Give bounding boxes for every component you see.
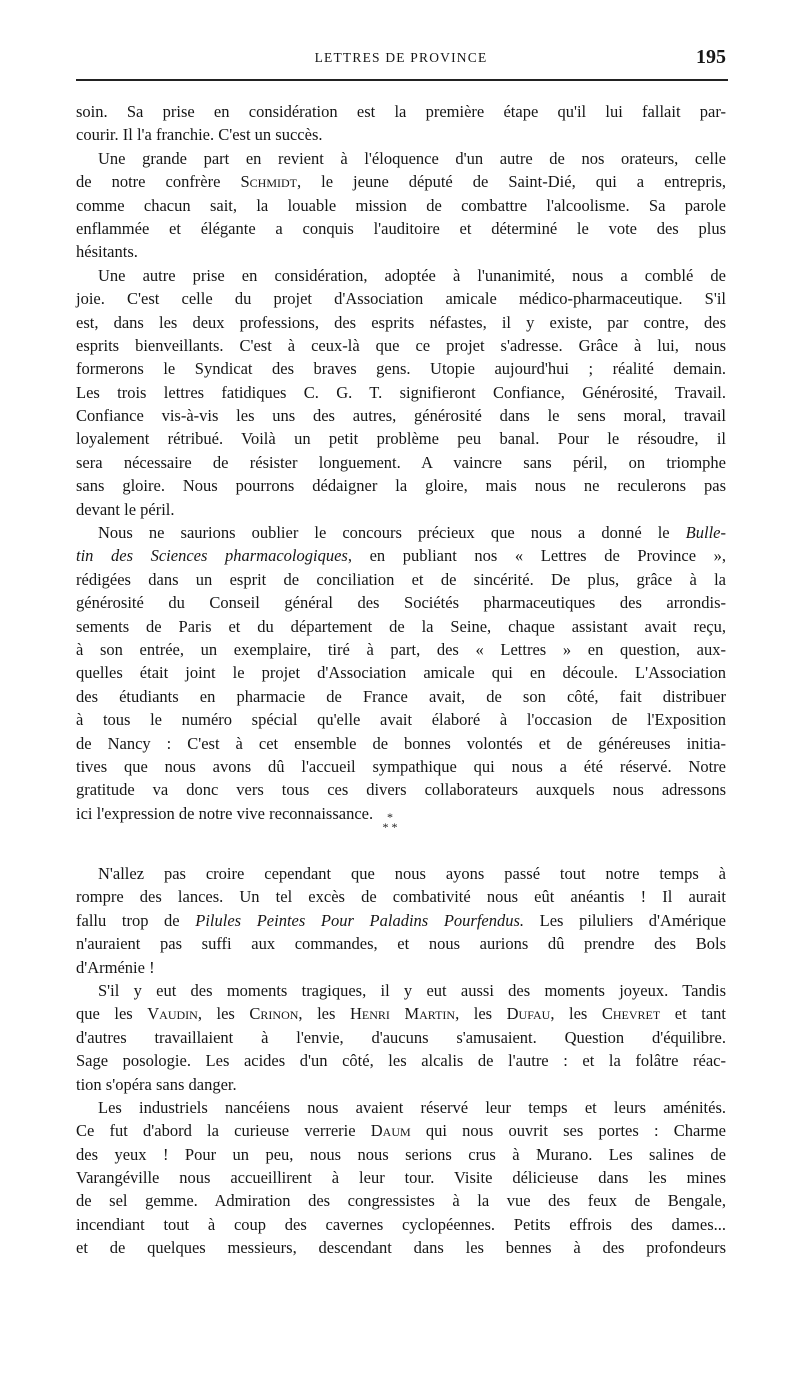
text-line	[76, 1119, 726, 1142]
text-line: d'autres travaillaient à l'envie, d'aucuns s'amusaient. Question d'équilibre.	[76, 1027, 726, 1047]
text-line: de sel gemme. Admiration des congressistes à la vue des feux de Bengale,	[76, 1191, 726, 1211]
person-name: Daum	[370, 1121, 411, 1141]
text-line: Les trois lettres fatidiques C. G. T. signifieront Confiance, Générosité, Travail.	[76, 382, 726, 402]
text-line: sements de Paris et du département de la Seine, chaque assistant avait reçu,	[76, 616, 726, 636]
text-run: , les	[455, 1004, 507, 1024]
text-line: rédigées dans un esprit de conciliation et de sincérité. De plus, grâce à la	[76, 569, 726, 589]
text-line: Sage posologie. Les acides d'un côté, les alcalis de l'autre : et la folâtre réac-	[76, 1051, 726, 1071]
text-line: Une grande part en revient à l'éloquence d'un autre de nos orateurs, celle	[98, 148, 726, 168]
text-line: devant le péril.	[76, 499, 175, 519]
text-line: incendiant tout à coup des cavernes cyclopéennes. Petits effrois des dames...	[76, 1214, 726, 1234]
person-name: Henri Martin	[349, 1004, 456, 1024]
text-line: est, dans les deux professions, des esprits néfastes, il y existe, par contre, des	[76, 312, 726, 332]
text-run: , les	[550, 1004, 602, 1024]
text-run: de notre confrère	[76, 172, 241, 192]
text-run: et tant	[660, 1004, 726, 1024]
text-line	[76, 170, 726, 193]
text-line: formerons le Syndicat des braves gens. Utopie aujourd'hui ; réalité demain.	[76, 359, 726, 379]
text-line: de Nancy : C'est à cet ensemble de bonnes volontés et de généreuses initia-	[76, 733, 726, 753]
text-line: ici l'expression de notre vive reconnaissance.	[76, 803, 374, 823]
running-title: LETTRES DE PROVINCE	[314, 50, 488, 65]
text-line: loyalement rétribué. Voilà un petit problème peu banal. Pour le résoudre, il	[76, 429, 726, 449]
text-run: , le jeune député de Saint-Dié, qui a entrepris,	[296, 172, 726, 192]
text-line: hésitants.	[76, 242, 138, 262]
text-line: N'allez pas croire cependant que nous ayons passé tout notre temps à	[98, 864, 726, 883]
asterism-bottom: * *	[382, 820, 398, 834]
text-line: des étudiants en pharmacie de France avait, de son côté, fait distribuer	[76, 686, 726, 706]
text-run: qui nous ouvrit ses portes : Charme	[410, 1121, 726, 1141]
text-line: gratitude va donc vers tous ces divers collaborateurs auxquels nous adressons	[76, 780, 726, 800]
text-line: et de quelques messieurs, descendant dans les bennes à des profondeurs	[76, 1238, 726, 1258]
text-run: fallu trop de	[76, 910, 196, 930]
body-text-section-1	[76, 100, 726, 825]
text-run: , les	[197, 1004, 250, 1024]
text-line: tion s'opéra sans danger.	[76, 1074, 237, 1094]
text-line	[76, 909, 726, 932]
text-line: sera nécessaire de résister longuement. A vaincre sans péril, on triomphe	[76, 452, 726, 472]
person-name: Chevret	[601, 1004, 661, 1024]
text-run: Les piluliers d'Amérique	[524, 910, 727, 930]
header-rule	[76, 79, 728, 81]
italic-text: Pilules Peintes Pour Paladins Pourfendus.	[195, 910, 525, 930]
text-line: Les industriels nancéiens nous avaient réservé leur temps et leurs aménités.	[98, 1097, 726, 1117]
asterism-top: *	[387, 810, 393, 824]
text-line	[76, 544, 726, 567]
text-run: Ce fut d'abord la curieuse verrerie	[76, 1121, 371, 1141]
text-line: à tous le numéro spécial qu'elle avait élaboré à l'occasion de l'Exposition	[76, 710, 726, 730]
text-run: , les	[298, 1004, 350, 1024]
text-line: Confiance vis-à-vis les uns des autres, générosité dans le sens moral, travail	[76, 406, 726, 426]
text-line	[76, 1002, 726, 1025]
body-text-section-2	[76, 862, 726, 1260]
text-line: n'auraient pas suffi aux commandes, et nous aurions dû prendre des Bols	[76, 934, 726, 954]
italic-text: Bulle-	[685, 523, 726, 543]
text-line: des yeux ! Pour un peu, nous nous serions crus à Murano. Les salines de	[76, 1144, 726, 1164]
text-line: courir. Il l'a franchie. C'est un succès.	[76, 125, 323, 145]
text-line: à son entrée, un exemplaire, tiré à part, des « Lettres » en question, aux-	[76, 639, 726, 659]
person-name: Dufau	[506, 1004, 551, 1024]
text-line: Une autre prise en considération, adoptée à l'unanimité, nous a comblé de	[98, 265, 726, 285]
text-line: sans gloire. Nous pourrons dédaigner la gloire, mais nous ne reculerons pas	[76, 476, 726, 496]
text-run: que les	[76, 1004, 148, 1024]
text-line: Varangéville nous accueillirent à leur tour. Visite délicieuse dans les mines	[76, 1168, 726, 1188]
text-line: tives que nous avons dû l'accueil sympathique qui nous a été réservé. Notre	[76, 756, 726, 776]
person-name: Schmidt	[240, 172, 297, 192]
person-name: Vaudin	[147, 1004, 198, 1024]
text-run: , en publiant nos « Lettres de Province »,	[347, 546, 726, 566]
text-line	[76, 521, 726, 544]
text-line: esprits bienveillants. C'est à ceux-là que ce projet s'adresse. Grâce à lui, nous	[76, 335, 726, 355]
text-run: Nous ne saurions oublier le concours précieux que nous a donné le	[98, 523, 686, 543]
text-line: quelles était joint le projet d'Association amicale qui en découle. L'Association	[76, 663, 726, 683]
text-line: joie. C'est celle du projet d'Association amicale médico-pharmaceutique. S'il	[76, 289, 726, 309]
running-head	[76, 48, 726, 74]
text-line: rompre des lances. Un tel excès de combativité nous eût anéantis ! Il aurait	[76, 887, 726, 907]
page-number: 195	[696, 46, 726, 68]
text-line: générosité du Conseil général des Sociétés pharmaceutiques des arrondis-	[76, 593, 726, 613]
text-line: enflammée et élégante a conquis l'auditoire et déterminé le vote des plus	[76, 218, 726, 238]
text-line: S'il y eut des moments tragiques, il y eut aussi des moments joyeux. Tandis	[98, 980, 726, 1000]
text-line: comme chacun sait, la louable mission de combattre l'alcoolisme. Sa parole	[76, 195, 726, 215]
text-line: soin. Sa prise en considération est la première étape qu'il lui fallait par-	[76, 102, 726, 121]
asterism-separator	[370, 812, 410, 832]
person-name: Crinon	[249, 1004, 299, 1024]
text-line: d'Arménie !	[76, 957, 155, 977]
italic-text: tin des Sciences pharmacologiques	[76, 546, 348, 566]
